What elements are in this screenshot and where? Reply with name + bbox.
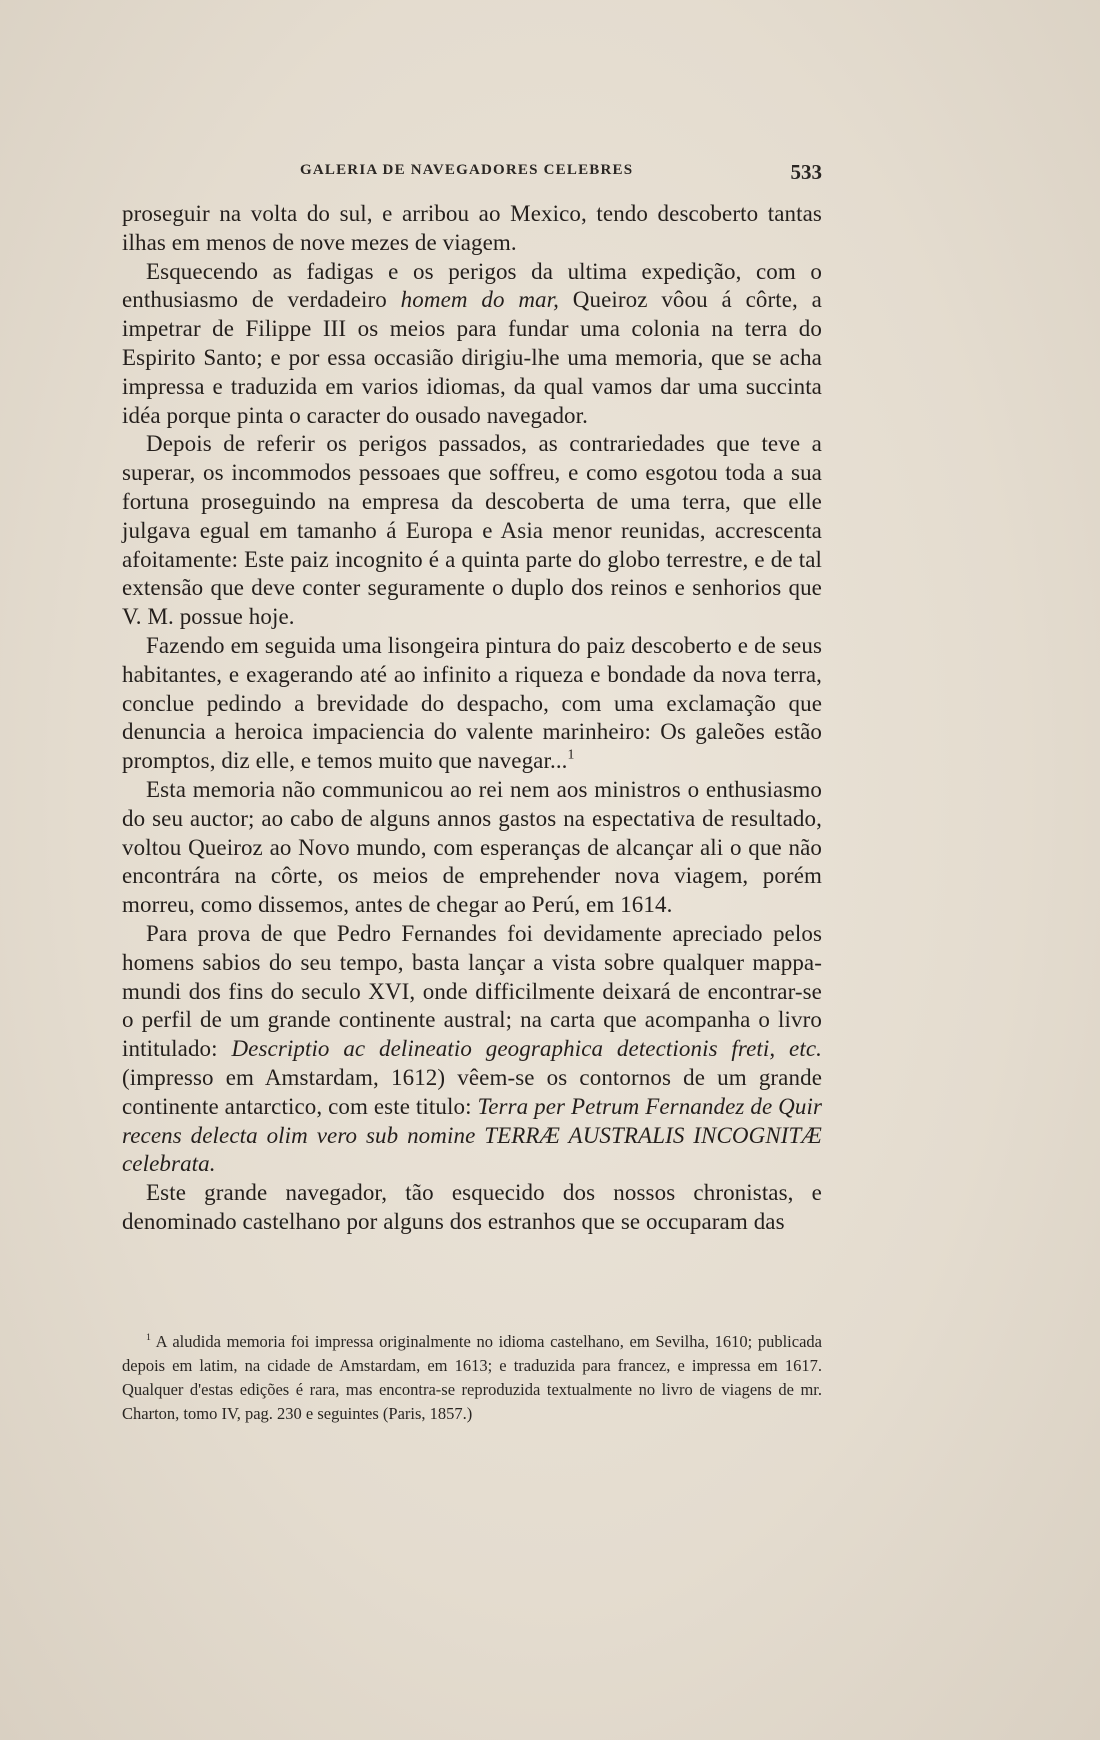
- page-number: 533: [790, 160, 822, 184]
- italic-text: Terra per Petrum Fernandez de Quir recens delecta olim vero sub nomine TERRÆ AUSTRALIS INCOGNITÆ celebrata.: [122, 1093, 822, 1177]
- paragraph: [122, 200, 822, 258]
- footnote-marker: 1: [146, 1332, 151, 1344]
- footnote: [122, 1330, 822, 1426]
- text-segment: Esquecendo as fadigas e os perigos da ultima expedição, com o enthusiasmo de verdadeiro: [122, 258, 822, 313]
- paragraph: [122, 430, 822, 632]
- paragraph: [122, 632, 822, 776]
- footnote-marker: 1: [567, 746, 575, 762]
- text-segment: A aludida memoria foi impressa originalmente no idioma castelhano, em Sevilha, 1610; publicada depois em latim, na cidade de Amstardam, em 1613; e traduzida para francez, e impressa em 1617. Qualquer d'estas edições é rara, mas encontra-se reproduzida textualmente no livro de viagens de mr. Charton, tomo IV, pag. 230 e seguintes (Paris, 1857.): [122, 1332, 822, 1423]
- text-segment: Queiroz vôou á côrte, a impetrar de Filippe III os meios para fundar uma colonia na terra do Espirito Santo; e por essa occasião dirigiu-lhe uma memoria, que se acha impressa e traduzida em varios idiomas, da qual vamos dar uma succinta idéa porque pinta o caracter do ousado navegador.: [122, 287, 822, 428]
- footnotes: [122, 1330, 822, 1426]
- italic-text: Descriptio ac delineatio geographica detectionis freti, etc.: [231, 1036, 822, 1062]
- body-text: [122, 200, 822, 1237]
- text-segment: (impresso em Amstardam, 1612) vêem-se os contornos de um grande continente antarctico, com este titulo:: [122, 1064, 822, 1119]
- text-segment: Depois de referir os perigos passados, as contrariedades que teve a superar, os incommodos pessoaes que soffreu, e como esgotou toda a sua fortuna proseguindo na empresa da descoberta de uma terra, que elle julgava egual em tamanho á Europa e Asia menor reunidas, accrescenta afoitamente: Este paiz incognito é a quinta parte do globo terrestre, e de tal extensão que deve conter seguramente o duplo dos reinos e senhorios que V. M. possue hoje.: [122, 431, 822, 630]
- paragraph: [122, 1179, 822, 1237]
- running-head-title: GALERIA DE NAVEGADORES CELEBRES: [300, 162, 634, 178]
- text-segment: Para prova de que Pedro Fernandes foi devidamente apreciado pelos homens sabios do seu tempo, basta lançar a vista sobre qualquer mappa-mundi dos fins do seculo XVI, onde difficilmente deixará de encontrar-se o perfil de um grande continente austral; na carta que acompanha o livro intitulado:: [122, 920, 822, 1062]
- paragraph: [122, 776, 822, 920]
- paragraph: [122, 920, 822, 1179]
- running-head: [300, 160, 822, 186]
- text-segment: Esta memoria não communicou ao rei nem aos ministros o enthusiasmo do seu auctor; ao cabo de alguns annos gastos na espectativa de resultado, voltou Queiroz ao Novo mundo, com esperanças de alcançar ali o que não encontrára na côrte, os meios de emprehender nova viagem, porém morreu, como dissemos, antes de chegar ao Perú, em 1614.: [122, 776, 822, 918]
- text-segment: proseguir na volta do sul, e arribou ao Mexico, tendo descoberto tantas ilhas em menos de nove mezes de viagem.: [122, 201, 822, 255]
- text-segment: Fazendo em seguida uma lisongeira pintura do paiz descoberto e de seus habitantes, e exagerando até ao infinito a riqueza e bondade da nova terra, conclue pedindo a brevidade do despacho, com uma exclamação que denuncia a heroica impaciencia do valente marinheiro: Os galeões estão promptos, diz elle, e temos muito que navegar...: [122, 632, 822, 774]
- italic-text: homem do mar,: [400, 287, 559, 313]
- paragraph: [122, 258, 822, 431]
- text-segment: Este grande navegador, tão esquecido dos nossos chronistas, e denominado castelhano por alguns dos estranhos que se occuparam das: [122, 1180, 822, 1234]
